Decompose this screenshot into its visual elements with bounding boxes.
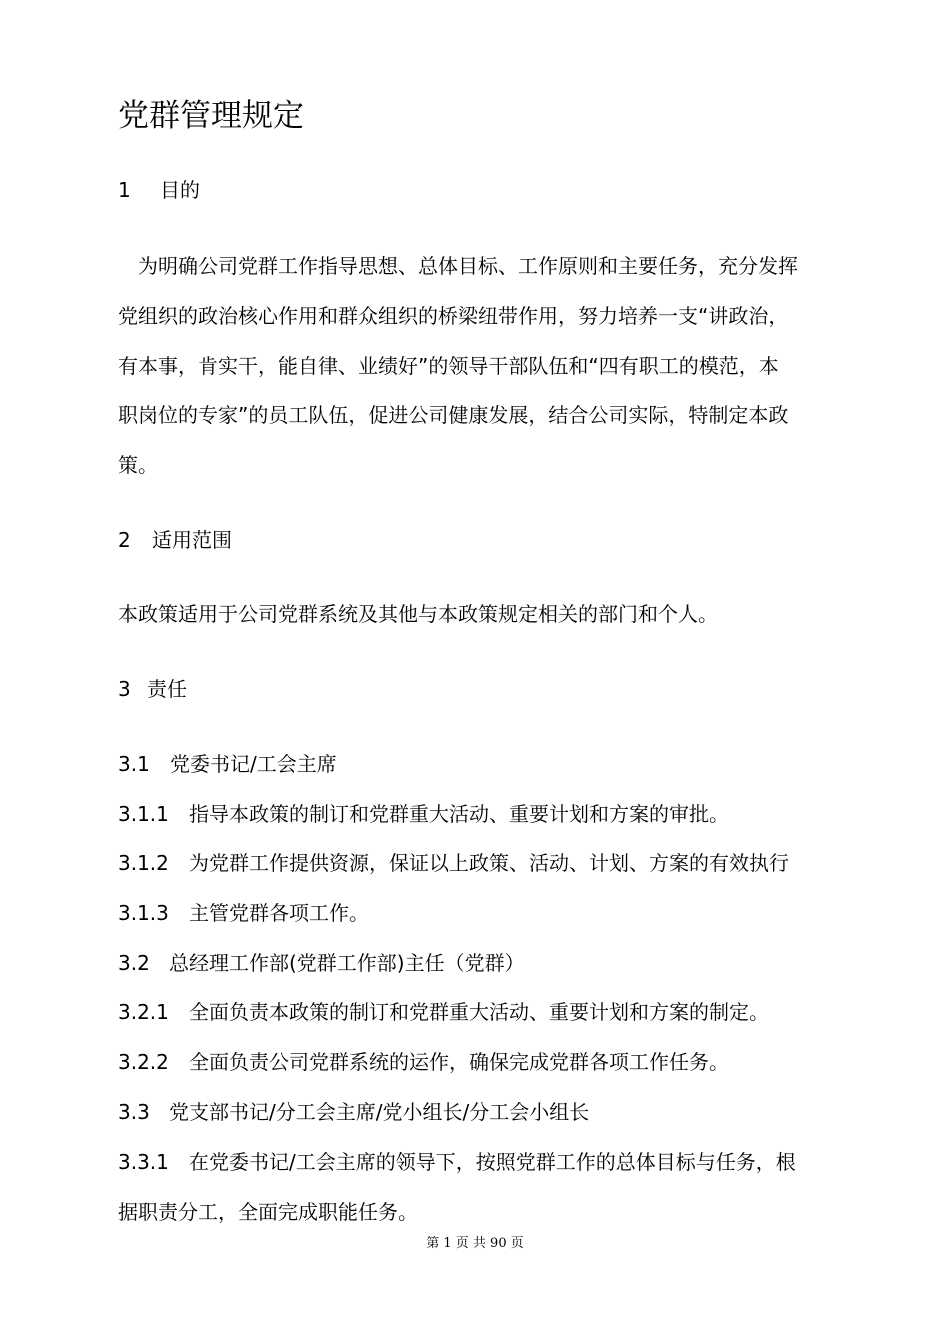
subsection-text: 为党群工作提供资源，保证以上政策、活动、计划、方案的有效执行 — [189, 851, 789, 875]
subsection-text: 全面负责本政策的制订和党群重大活动、重要计划和方案的制定。 — [189, 1000, 769, 1024]
subsection-text: 全面负责公司党群系统的运作，确保完成党群各项工作任务。 — [189, 1050, 729, 1074]
section-1-heading — [118, 175, 200, 205]
subsection-text: 指导本政策的制订和党群重大活动、重要计划和方案的审批。 — [189, 802, 729, 826]
subsection-3-3-1 — [118, 1147, 796, 1177]
section-number: 1 — [118, 178, 131, 202]
section-title: 责任 — [147, 677, 187, 701]
subsection-number: 3.3 — [118, 1100, 150, 1124]
subsection-3-2 — [118, 948, 525, 978]
subsection-number: 3.1 — [118, 752, 150, 776]
subsection-number: 3.1.1 — [118, 802, 169, 826]
subsection-number: 3.2.1 — [118, 1000, 169, 1024]
paragraph-line: 职岗位的专家”的员工队伍，促进公司健康发展，结合公司实际，特制定本政 — [118, 403, 789, 427]
section-number: 3 — [118, 677, 131, 701]
subsection-text: 主管党群各项工作。 — [189, 901, 369, 925]
subsection-3-1-2 — [118, 848, 789, 878]
document-title: 党群管理规定 — [118, 98, 304, 134]
subsection-number: 3.2 — [118, 951, 150, 975]
subsection-text: 在党委书记/工会主席的领导下，按照党群工作的总体目标与任务，根 — [189, 1150, 796, 1174]
paragraph-line: 本政策适用于公司党群系统及其他与本政策规定相关的部门和个人。 — [118, 602, 718, 626]
paragraph-line: 据职责分工，全面完成职能任务。 — [118, 1200, 418, 1224]
subsection-text: 党支部书记/分工会主席/党小组长/分工会小组长 — [169, 1100, 590, 1124]
subsection-text: 党委书记/工会主席 — [170, 752, 337, 776]
subsection-3-2-1 — [118, 997, 769, 1027]
paragraph-line: 有本事，肯实干，能自律、业绩好”的领导干部队伍和“四有职工的模范，本 — [118, 354, 779, 378]
section-number: 2 — [118, 528, 131, 552]
subsection-number: 3.2.2 — [118, 1050, 169, 1074]
subsection-3-1-1 — [118, 799, 729, 829]
section-3-heading — [118, 674, 187, 704]
subsection-number: 3.1.3 — [118, 901, 169, 925]
subsection-3-3 — [118, 1097, 589, 1127]
section-2-heading — [118, 525, 232, 555]
subsection-number: 3.1.2 — [118, 851, 169, 875]
subsection-3-1 — [118, 749, 337, 779]
subsection-text: 总经理工作部(党群工作部)主任（党群） — [169, 951, 525, 975]
page-footer: 第 1 页 共 90 页 — [426, 1236, 524, 1251]
section-title: 适用范围 — [152, 528, 232, 552]
paragraph-line: 为明确公司党群工作指导思想、总体目标、工作原则和主要任务，充分发挥 — [138, 254, 798, 278]
paragraph-line: 策。 — [118, 453, 158, 477]
subsection-number: 3.3.1 — [118, 1150, 169, 1174]
paragraph-line: 党组织的政治核心作用和群众组织的桥梁纽带作用，努力培养一支“讲政治， — [118, 304, 789, 328]
subsection-3-2-2 — [118, 1047, 729, 1077]
subsection-3-1-3 — [118, 898, 369, 928]
section-title: 目的 — [160, 178, 200, 202]
